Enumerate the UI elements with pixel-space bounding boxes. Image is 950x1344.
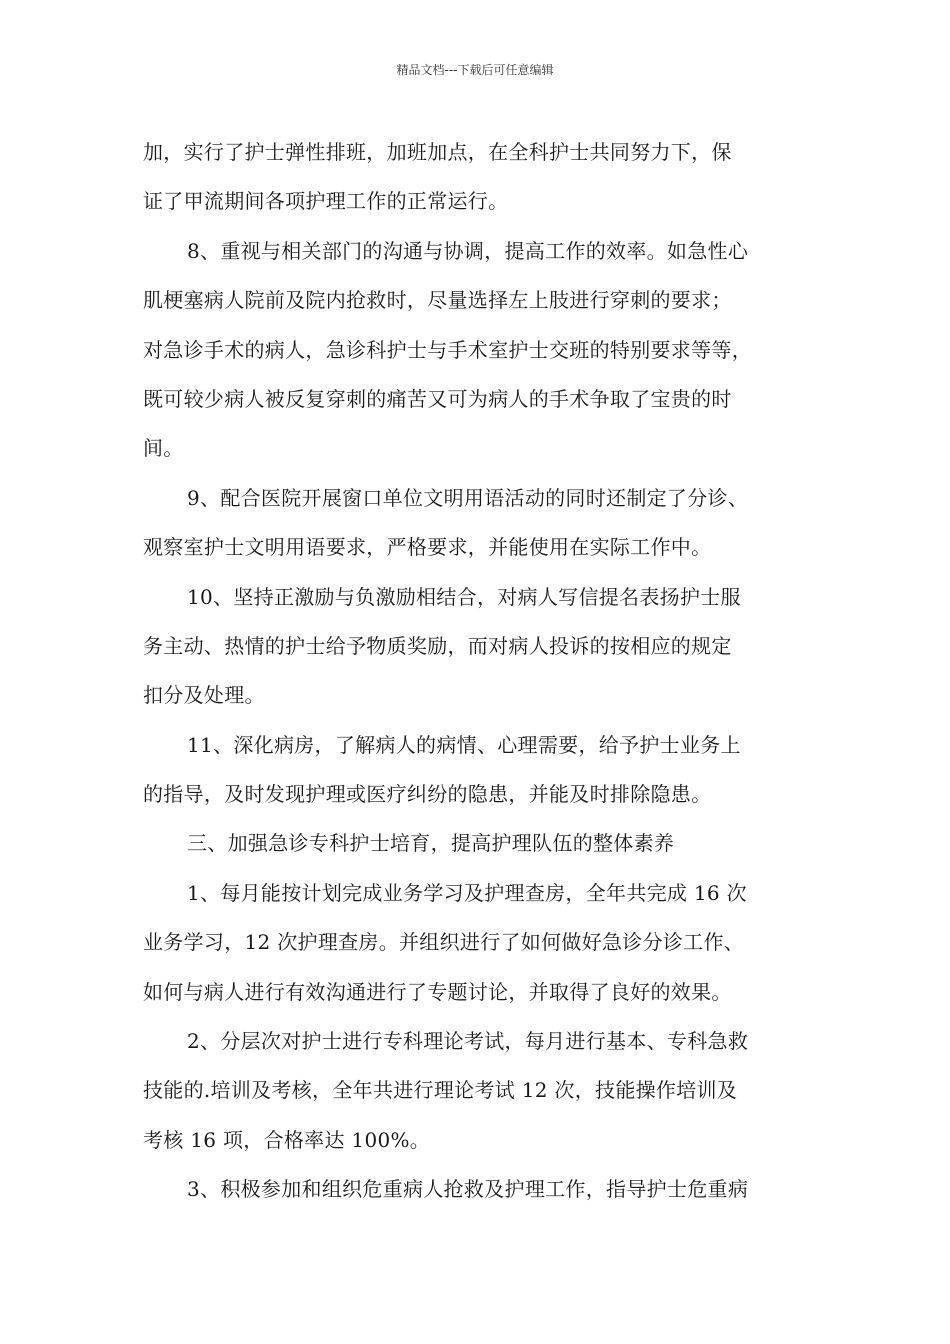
text-line: 9、配合医院开展窗口单位文明用语活动的同时还制定了分诊、 xyxy=(187,485,749,510)
text-line: 如何与病人进行有效沟通进行了专题讨论，并取得了良好的效果。 xyxy=(143,979,732,1004)
text-line: 11、深化病房，了解病人的病情、心理需要，给予护士业务上 xyxy=(187,732,741,757)
text-line: 三、加强急诊专科护士培育，提高护理队伍的整体素养 xyxy=(187,831,675,856)
text-line: 1、每月能按计划完成业务学习及护理查房，全年共完成 16 次 xyxy=(187,880,747,905)
text-line: 8、重视与相关部门的沟通与协调，提高工作的效率。如急性心 xyxy=(187,238,749,263)
text-line: 肌梗塞病人院前及院内抢救时，尽量选择左上肢进行穿刺的要求； xyxy=(143,288,732,313)
text-line: 加，实行了护士弹性排班，加班加点，在全科护士共同努力下，保 xyxy=(143,140,732,164)
page-header: 精品文档---下载后可任意编辑 xyxy=(396,63,554,77)
text-line: 扣分及处理。 xyxy=(143,683,265,708)
text-line: 务主动、热情的护士给予物质奖励，而对病人投诉的按相应的规定 xyxy=(143,633,732,658)
text-line: 观察室护士文明用语要求，严格要求，并能使用在实际工作中。 xyxy=(143,535,712,560)
text-line: 的指导，及时发现护理或医疗纠纷的隐患，并能及时排除隐患。 xyxy=(143,782,712,807)
text-line: 考核 16 项，合格率达 100%。 xyxy=(143,1127,431,1152)
body-text xyxy=(143,128,813,1215)
text-line: 证了甲流期间各项护理工作的正常运行。 xyxy=(143,189,509,214)
text-line: 技能的.培训及考核，全年共进行理论考试 12 次，技能操作培训及 xyxy=(143,1078,738,1103)
text-line: 10、坚持正激励与负激励相结合，对病人写信提名表扬护士服 xyxy=(187,584,741,609)
text-line: 2、分层次对护士进行专科理论考试，每月进行基本、专科急救 xyxy=(187,1029,749,1054)
text-line: 业务学习，12 次护理查房。并组织进行了如何做好急诊分诊工作、 xyxy=(143,930,745,955)
text-line: 既可较少病人被反复穿刺的痛苦又可为病人的手术争取了宝贵的时 xyxy=(143,386,732,411)
text-line: 对急诊手术的病人，急诊科护士与手术室护士交班的特别要求等等， xyxy=(143,337,752,362)
text-line: 3、积极参加和组织危重病人抢救及护理工作，指导护士危重病 xyxy=(187,1177,749,1202)
text-line: 间。 xyxy=(143,436,184,461)
